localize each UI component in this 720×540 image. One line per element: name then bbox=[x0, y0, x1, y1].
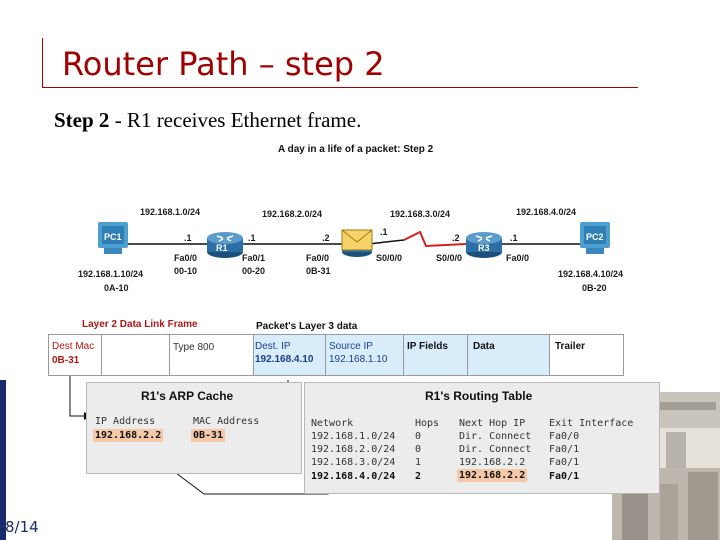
rt-row-2-nexthop: Dir. Connect bbox=[459, 444, 532, 455]
rt-row-4-hops: 2 bbox=[415, 471, 422, 482]
rt-row-4-exit: Fa0/1 bbox=[549, 471, 580, 482]
serial-host: .1 bbox=[380, 227, 388, 237]
r1-right-host: .1 bbox=[248, 233, 256, 243]
rt-col-hops: Hops bbox=[415, 418, 440, 429]
page-number: 8/14 bbox=[5, 518, 39, 536]
rt-row-4-nexthop: 192.168.2.2 bbox=[459, 470, 526, 481]
dest-mac-value: 0B-31 bbox=[52, 355, 80, 366]
arp-col-mac: MAC Address bbox=[193, 416, 260, 427]
envelope-icon bbox=[342, 230, 372, 250]
frame-divider-7 bbox=[549, 335, 550, 375]
r2-host: .2 bbox=[322, 233, 330, 243]
arp-cache-panel bbox=[86, 382, 302, 474]
pc1-name: PC1 bbox=[104, 232, 122, 242]
ip-fields-label: IP Fields bbox=[407, 341, 448, 352]
pc2-mac: 0B-20 bbox=[582, 283, 607, 293]
rt-row-3-hops: 1 bbox=[415, 457, 422, 468]
pc2-name: PC2 bbox=[586, 232, 604, 242]
rt-row-3-network: 192.168.3.0/24 bbox=[311, 457, 396, 468]
l2-frame-header: Layer 2 Data Link Frame bbox=[82, 319, 198, 330]
routing-table-panel bbox=[304, 382, 660, 494]
arp-cache-title: R1's ARP Cache bbox=[141, 389, 234, 403]
r2-mac: 0B-31 bbox=[306, 266, 331, 276]
serial-if: S0/0/0 bbox=[376, 253, 403, 263]
frame-divider-4 bbox=[325, 335, 326, 375]
pc1-ip: 192.168.1.10/24 bbox=[78, 269, 144, 279]
r1-left-if: Fa0/0 bbox=[174, 253, 198, 263]
slide-title: Router Path – step 2 bbox=[62, 45, 385, 83]
arp-col-ip: IP Address bbox=[95, 416, 156, 427]
data-label: Data bbox=[473, 341, 495, 352]
net2-label: 192.168.2.0/24 bbox=[262, 209, 323, 219]
rt-row-1-hops: 0 bbox=[415, 431, 422, 442]
r3-left-host: .2 bbox=[452, 233, 460, 243]
subtitle-step: Step 2 bbox=[54, 108, 110, 132]
r3-name: R3 bbox=[478, 243, 490, 253]
src-ip-value: 192.168.1.10 bbox=[329, 354, 388, 365]
r3-right-host: .1 bbox=[510, 233, 518, 243]
subtitle-text: - R1 receives Ethernet frame. bbox=[109, 108, 362, 132]
frame-layout bbox=[48, 334, 624, 376]
rt-row-1-exit: Fa0/0 bbox=[549, 431, 580, 442]
rt-col-nexthop: Next Hop IP bbox=[459, 418, 526, 429]
r1-left-host: .1 bbox=[184, 233, 192, 243]
rt-row-3-exit: Fa0/1 bbox=[549, 457, 580, 468]
rt-row-2-hops: 0 bbox=[415, 444, 422, 455]
frame-divider-2 bbox=[169, 335, 170, 375]
routing-table-title: R1's Routing Table bbox=[425, 389, 533, 403]
link-r2-serial bbox=[368, 240, 404, 244]
rt-row-1-network: 192.168.1.0/24 bbox=[311, 431, 396, 442]
src-ip-label: Source IP bbox=[329, 341, 373, 352]
rt-col-network: Network bbox=[311, 418, 354, 429]
rt-row-1-nexthop: Dir. Connect bbox=[459, 431, 532, 442]
dest-ip-label: Dest. IP bbox=[255, 341, 291, 352]
net1-label: 192.168.1.0/24 bbox=[140, 207, 201, 217]
frame-divider-6 bbox=[467, 335, 468, 375]
net3-label: 192.168.3.0/24 bbox=[390, 209, 451, 219]
r3-left-if: S0/0/0 bbox=[436, 253, 463, 263]
arp-ip-value: 192.168.2.2 bbox=[95, 430, 162, 441]
rt-row-4-network: 192.168.4.0/24 bbox=[311, 471, 396, 482]
dest-ip-value: 192.168.4.10 bbox=[255, 354, 314, 365]
rt-row-2-network: 192.168.2.0/24 bbox=[311, 444, 396, 455]
r1-right-mac: 00-20 bbox=[242, 266, 266, 276]
l3-data-header: Packet's Layer 3 data bbox=[256, 321, 358, 332]
trailer-label: Trailer bbox=[555, 341, 586, 352]
r1-left-mac: 00-10 bbox=[174, 266, 198, 276]
frame-divider-5 bbox=[403, 335, 404, 375]
arp-mac-value: 0B-31 bbox=[193, 430, 224, 441]
r3-right-if: Fa0/0 bbox=[506, 253, 530, 263]
frame-divider-1 bbox=[101, 335, 102, 375]
rt-row-3-nexthop: 192.168.2.2 bbox=[459, 457, 526, 468]
r1-right-if: Fa0/1 bbox=[242, 253, 266, 263]
type-label: Type 800 bbox=[173, 342, 215, 353]
r2-if: Fa0/0 bbox=[306, 253, 330, 263]
rt-col-exit: Exit Interface bbox=[549, 418, 634, 429]
frame-divider-3 bbox=[253, 335, 254, 375]
rt-row-2-exit: Fa0/1 bbox=[549, 444, 580, 455]
diagram-title: A day in a life of a packet: Step 2 bbox=[278, 144, 434, 155]
net4-label: 192.168.4.0/24 bbox=[516, 207, 577, 217]
pc2-ip: 192.168.4.10/24 bbox=[558, 269, 624, 279]
r1-name: R1 bbox=[216, 243, 228, 253]
pc1-mac: 0A-10 bbox=[104, 283, 129, 293]
dest-mac-label: Dest Mac bbox=[52, 341, 95, 352]
